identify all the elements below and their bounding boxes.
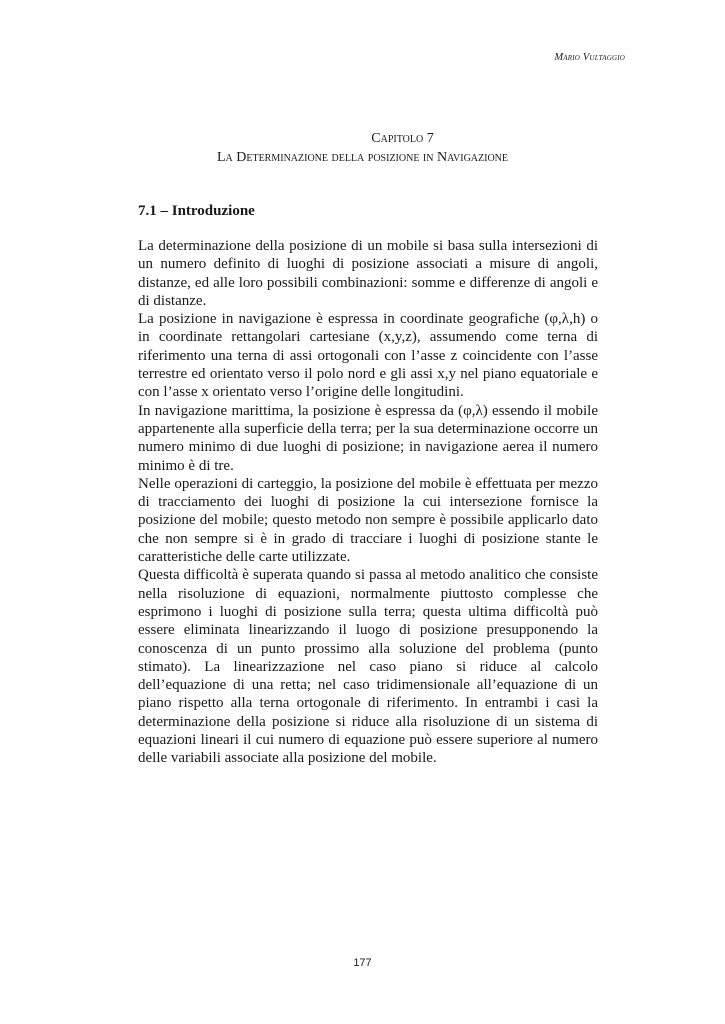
chapter-number: Capitolo 7 — [371, 131, 434, 146]
paragraph-2: La posizione in navigazione è espressa in coordinate geografiche (φ,λ,h) o in coordinate rettangolari cartesiane (x,y,z), assumendo come terna di riferimento una terna di assi ortogonali con l’asse z coincidente con l’asse terrestre ed orientato verso il polo nord e gli assi x,y nel piano equatoriale e con l’asse x orientato verso l’origine delle longitudini. — [138, 311, 598, 401]
paragraph-4: Nelle operazioni di carteggio, la posizione del mobile è effettuata per mezzo di tracciamento dei luoghi di posizione la cui intersezione fornisce la posizione del mobile; questo metodo non sempre è possibile applicarlo dato che non sempre si è in grado di tracciare i luoghi di posizione stante le caratteristiche delle carte utilizzate. — [138, 475, 598, 566]
running-header: Mario Vultaggio — [554, 52, 625, 63]
paragraph-5: Questa difficoltà è superata quando si passa al metodo analitico che consiste nella risoluzione di equazioni, normalmente piuttosto complesse che esprimono i luoghi di posizione sulla terra; questa ultima difficoltà può essere eliminata linearizzando il luogo di posizione presupponendo la conoscenza di un punto prossimo alla soluzione del problema (punto stimato). La linearizzazione nel caso piano si riduce al calcolo dell’equazione di una retta; nel caso tridimensionale all’equazione di un piano rispetto alla terna ortogonale di riferimento. In entrambi i casi la determinazione della posizione si riduce alla risoluzione di un sistema di equazioni lineari il cui numero di equazione può essere superiore al numero delle variabili associate alla posizione del mobile. — [138, 567, 598, 767]
page-number: 177 — [353, 957, 372, 969]
body-text — [138, 237, 598, 768]
section-heading: 7.1 – Introduzione — [138, 203, 255, 219]
chapter-title: La Determinazione della posizione in Navigazione — [216, 150, 509, 165]
paragraph-3: In navigazione marittima, la posizione è espressa da (φ,λ) essendo il mobile appartenente alla superficie della terra; per la sua determinazione occorre un numero minimo di due luoghi di posizione; in navigazione aerea il numero minimo è di tre. — [138, 402, 598, 474]
paragraph-1: La determinazione della posizione di un mobile si basa sulla intersezioni di un numero definito di luoghi di posizione associati a misure di angoli, distanze, ed alle loro possibili combinazioni: somme e differenze di angoli e di distanze. — [138, 238, 598, 309]
